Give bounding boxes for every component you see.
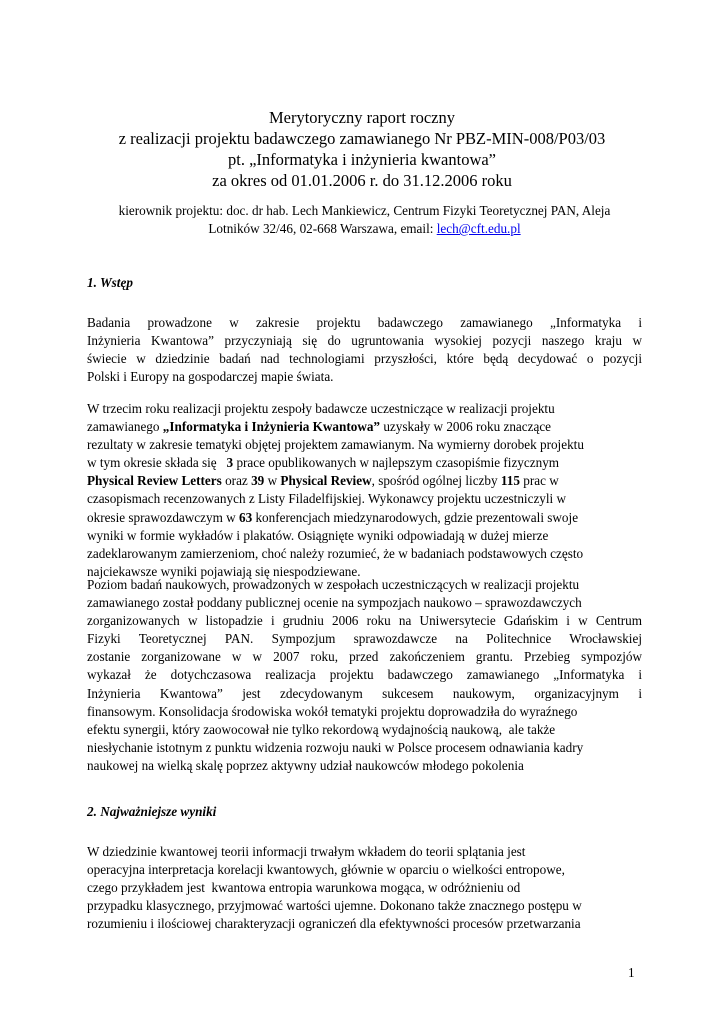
project-name-bold: „Informatyka i Inżynieria Kwantowa” (162, 419, 381, 435)
journal-name-bold: Physical Review Letters (87, 473, 222, 489)
text-line (87, 418, 642, 436)
text-fragment: oraz (221, 473, 252, 489)
text-line: Inżynieria Kwantowa” jest zdecydowanym sukcesem naukowym, organizacyjnym i (87, 685, 642, 701)
text-fragment: , spośród ogólnej liczby (371, 473, 501, 489)
text-fragment: zamawianego (87, 419, 163, 435)
text-line: Fizyki Teoretycznej PAN. Sympozjum sprawozdawcze na Politechnice Wrocławskiej (87, 631, 642, 647)
text-line: wyniki w formie wykładów i plakatów. Osiągnięte wyniki odpowiadają w dużej mierze (87, 527, 549, 543)
count-bold: 39 (251, 473, 265, 489)
journal-name-bold: Physical Review (280, 473, 372, 489)
report-title-line-3: pt. „Informatyka i inżynieria kwantowa” (227, 150, 497, 169)
report-title-line-2: z realizacji projektu badawczego zamawianego Nr PBZ-MIN-008/P03/03 (118, 129, 606, 148)
text-line: świecie w dziedzinie badań nad technologiami przyszłości, które będą decydować o pozycji (87, 351, 642, 367)
text-line (87, 509, 642, 527)
text-fragment: prac w (519, 473, 559, 489)
text-line: rozumieniu i ilościowej charakteryzacji ograniczeń dla efektywności procesów przetwarzania (87, 916, 581, 932)
report-title-line-1: Merytoryczny raport roczny (268, 108, 455, 127)
text-line: zadeklarowanym zamierzeniom, choć należy rozumieć, że w badaniach podstawowych często (87, 545, 584, 561)
text-line: Inżynieria Kwantowa” przyczyniają się do ugruntowania wysokiej pozycji naszego kraju w (87, 333, 642, 349)
address-text: Lotników 32/46, 02-668 Warszawa, email: (208, 221, 437, 236)
text-fragment: prace opublikowanych w najlepszym czasopiśmie fizycznym (233, 455, 560, 471)
text-line: Poziom badań naukowych, prowadzonych w zespołach uczestniczących w realizacji projektu (87, 577, 580, 592)
text-line: operacyjna interpretacja korelacji kwantowych, głównie w oparciu o wielkości entropowe, (87, 862, 565, 878)
text-fragment: w (264, 473, 281, 489)
paragraph-intro-3 (87, 576, 642, 775)
page-number: 1 (628, 965, 635, 980)
project-leader-info (87, 202, 642, 238)
count-bold: 63 (238, 509, 253, 525)
section-heading-results: 2. Najważniejsze wyniki (87, 804, 217, 819)
email-link[interactable]: lech@cft.edu.pl (436, 221, 521, 236)
paragraph-intro-2 (87, 400, 642, 581)
text-line: zamawianego został poddany publicznej ocenie na sympozjach naukowo – sprawozdawczych (87, 595, 582, 611)
report-title-line-4: za okres od 01.01.2006 r. do 31.12.2006 roku (212, 171, 512, 190)
text-line: W dziedzinie kwantowej teorii informacji trwałym wkładem do teorii splątania jest (87, 844, 526, 859)
text-line: zorganizowanych w listopadzie i grudniu 2006 roku na Uniwersytecie Gdańskim i w Centrum (87, 613, 642, 629)
text-line: finansowym. Konsolidacja środowiska wokół tematyki projektu doprowadziła do wyraźnego (87, 703, 578, 719)
project-leader-line-1: kierownik projektu: doc. dr hab. Lech Mankiewicz, Centrum Fizyki Teoretycznej PAN, Aleja (118, 203, 611, 218)
text-line (87, 454, 642, 472)
project-leader-line-2 (87, 220, 642, 238)
text-fragment: w tym okresie składa się (87, 455, 227, 471)
text-line: efektu synergii, który zaowocował nie tylko rekordową wydajnością naukową, ale także (87, 721, 556, 737)
text-line: Polski i Europy na gospodarczej mapie świata. (87, 369, 334, 385)
count-bold: 3 (226, 455, 234, 471)
text-line: rezultaty w zakresie tematyki objętej projektem zamawianym. Na wymierny dorobek projektu (87, 437, 584, 453)
text-line: naukowej na wielką skalę poprzez aktywny udział naukowców młodego pokolenia (87, 757, 524, 773)
text-line: Badania prowadzone w zakresie projektu badawczego zamawianego „Informatyka i (87, 315, 642, 330)
text-line: wykazał że dotychczasowa realizacja projektu badawczego zamawianego „Informatyka i (87, 667, 642, 683)
text-fragment: uzyskały w 2006 roku znaczące (380, 419, 552, 435)
count-bold: 115 (500, 473, 520, 489)
text-line: W trzecim roku realizacji projektu zespoły badawcze uczestniczące w realizacji projektu (87, 401, 555, 416)
text-line: przypadku klasycznego, przyjmować wartości ujemne. Dokonano także znacznego postępu w (87, 898, 582, 914)
text-line (87, 472, 642, 490)
paragraph-intro-1 (87, 314, 642, 386)
text-fragment: okresie sprawozdawczym w (87, 509, 239, 525)
text-line: czego przykładem jest kwantowa entropia warunkowa mogąca, w odróżnieniu od (87, 880, 521, 896)
text-line: niesłychanie istotnym z punktu widzenia rozwoju nauki w Polsce procesem odnawiania kadry (87, 739, 584, 755)
text-line: czasopismach recenzowanych z Listy Filadelfijskiej. Wykonawcy projektu uczestniczyli w (87, 491, 567, 507)
text-line: najciekawsze wyniki pojawiają się niespodziewane. (87, 563, 361, 579)
section-heading-introduction: 1. Wstęp (87, 275, 133, 290)
text-line: zostanie zorganizowane w w 2007 roku, przed zakończeniem grantu. Przebieg sympozjów (87, 649, 642, 665)
text-fragment: konferencjach miedzynarodowych, gdzie prezentowali swoje (252, 509, 579, 525)
paragraph-results-1 (87, 843, 642, 933)
